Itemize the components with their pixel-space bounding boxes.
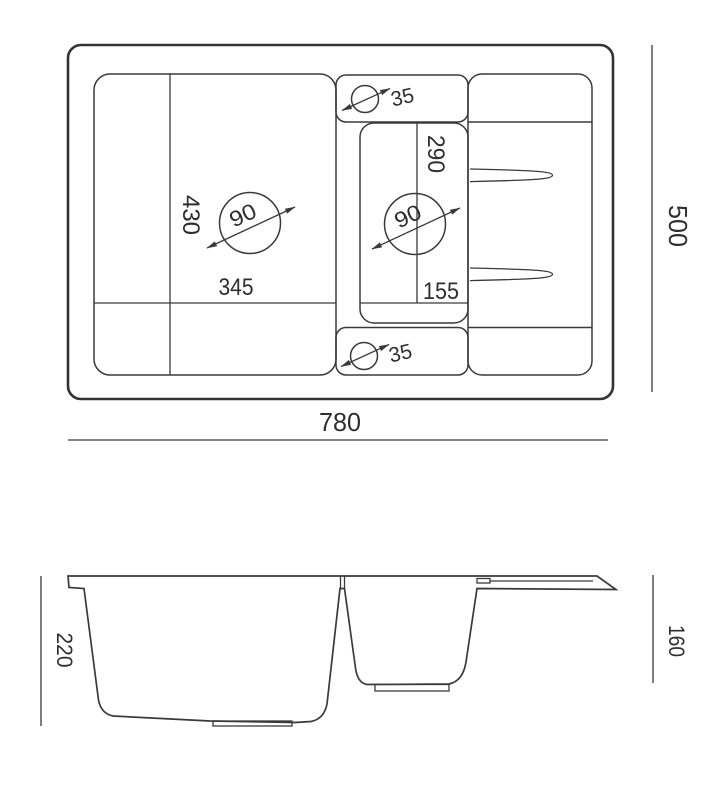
main-bowl-height-label: 220 (52, 632, 77, 670)
side-profile-outline (68, 576, 616, 723)
small-bowl-height-label: 160 (664, 625, 689, 662)
main-bowl-outline (94, 74, 336, 375)
overall-depth-label: 500 (663, 205, 693, 249)
small-bowl-drain-label: 90 (390, 200, 424, 234)
main-bowl-width-label: 345 (218, 274, 254, 301)
tap-hole-bottom-diameter-arrow (341, 345, 389, 367)
tap-hole-bottom-label: 35 (386, 339, 415, 368)
drainboard-groove-profile (477, 579, 490, 584)
drain-groove-bottom (470, 268, 553, 281)
side-view (41, 575, 689, 726)
small-bowl-depth-label: 290 (422, 135, 449, 176)
tap-hole-top-circle (352, 86, 379, 113)
main-bowl-drain-label: 90 (225, 199, 259, 233)
main-bowl-depth-label: 430 (177, 195, 204, 236)
overall-width-label: 780 (319, 407, 361, 437)
tap-hole-top-label: 35 (388, 83, 417, 112)
drainboard-outline (468, 74, 592, 375)
sink-outer-outline (68, 45, 613, 399)
small-bowl-width-label: 155 (423, 278, 459, 305)
top-view (68, 45, 693, 440)
small-bowl-drain-boss (375, 685, 449, 692)
drain-groove-top (470, 169, 553, 182)
tap-hole-top-diameter-arrow (342, 89, 390, 111)
